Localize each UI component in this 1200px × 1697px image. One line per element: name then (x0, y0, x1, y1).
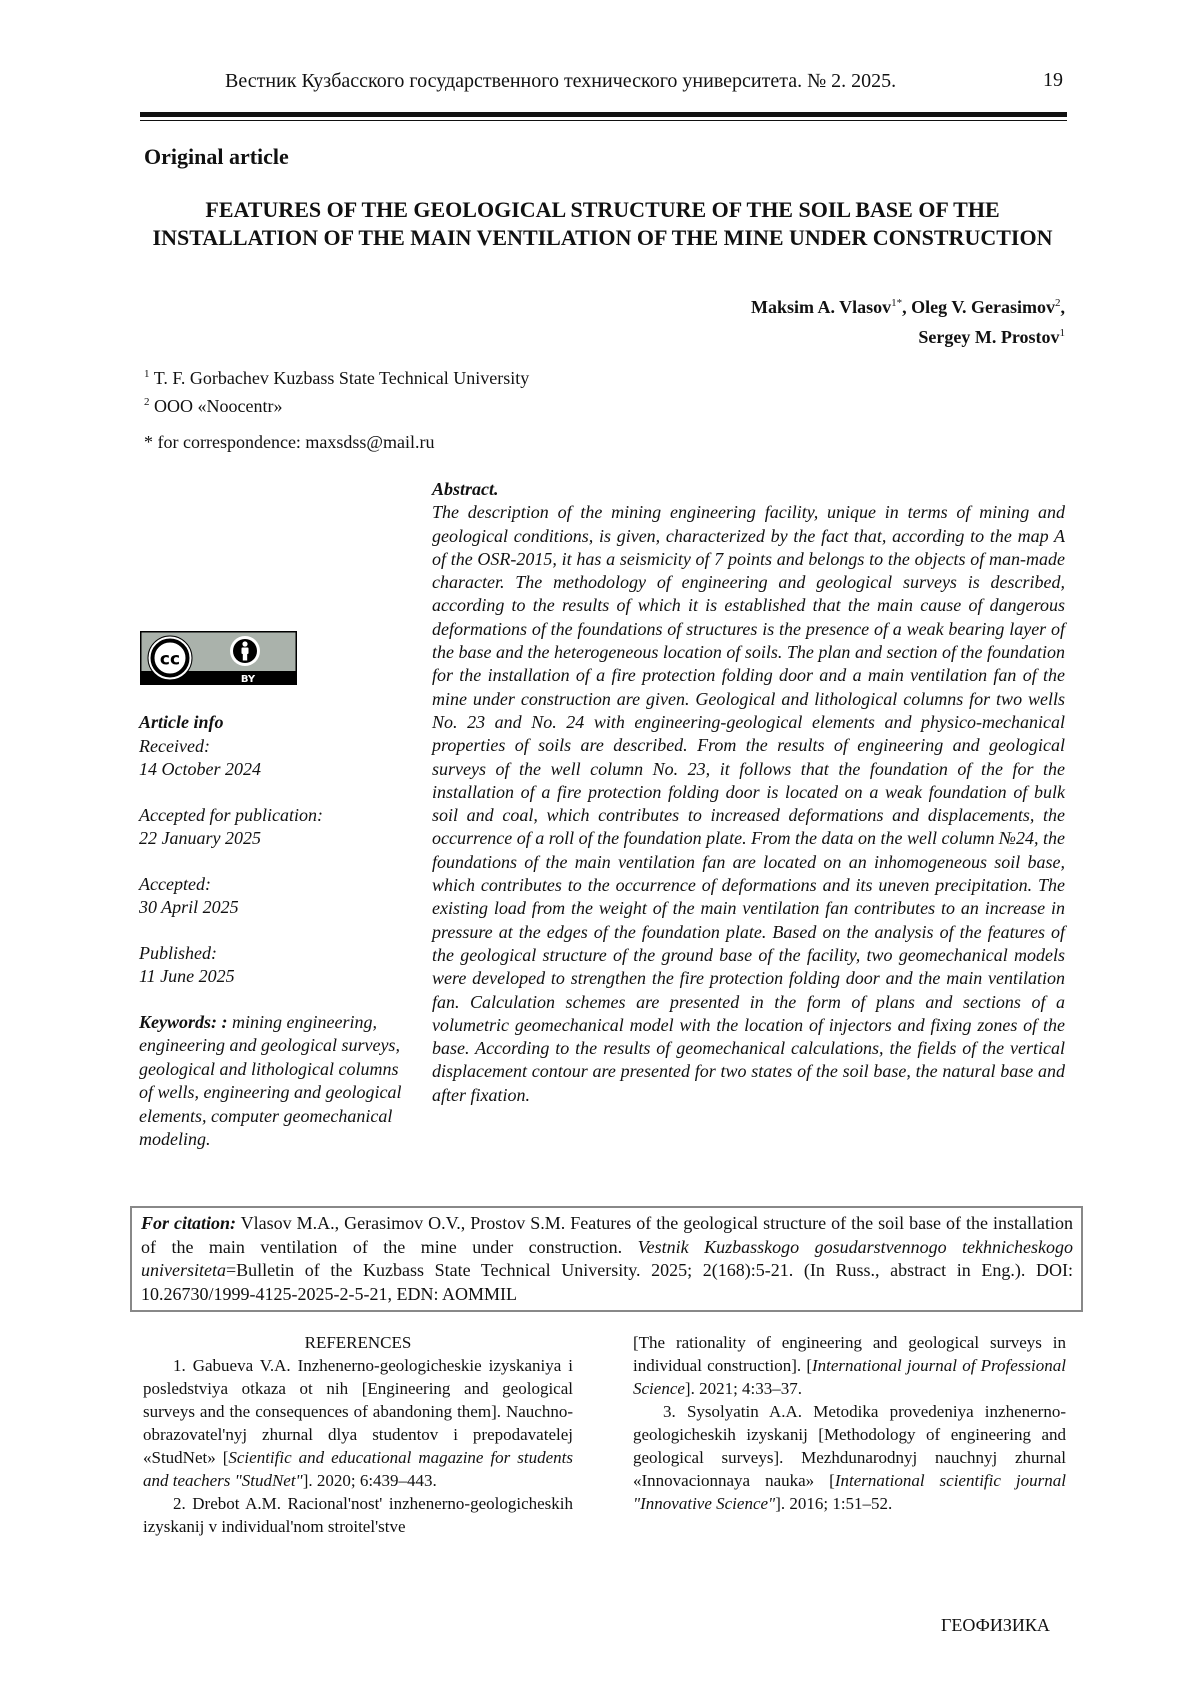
author-list (751, 290, 1065, 350)
reference-italic: International scientific journal "Innovative Science" (633, 1471, 1066, 1513)
received-date: 14 October 2024 (139, 759, 261, 779)
reference-text: ]. 2021; 4:33–37. (684, 1379, 803, 1398)
accepted-publication-label: Accepted for publication: (139, 804, 323, 825)
references-right-column (633, 1331, 1066, 1515)
abstract-text: The description of the mining engineering facility, unique in terms of mining and geological conditions, is given, characterized by the fact that, according to the map A of the OSR-2015, it has a seismicity of 7 points and belongs to the objects of man-made character. The methodology of engineering and geological surveys is described, according to the results of which it is established that the main cause of dangerous deformations of the foundations of structures is the presence of a weak bearing layer of the base and the heterogeneous location of soils. The plan and section of the foundation for the installation of a fire protection folding door and a main ventilation fan of the mine under construction are given. Geological and lithological columns for two wells No. 23 and No. 24 with engineering-geological elements and physico-mechanical properties of soils are described. From the results of engineering and geological surveys of the well column No. 23, it follows that the foundation of the for the installation of a fire protection folding door is located on a weak foundation of bulk soil and coal, which contributes to increased deformations and displacements, the occurrence of a roll of the foundation plate. From the data on the well column №24, the foundations of the main ventilation fan are located on an inhomogeneous soil base, which contributes to the occurrence of deformations and its uneven precipitation. The existing load from the weight of the main ventilation fan contributes to an increase in pressure at the edges of the foundation plate. Based on the analysis of the features of the geological structure of the ground base of the facility, two geomechanical models were developed to strengthen the fire protection folding door and the main ventilation fan. Calculation schemes are presented in the form of plans and sections of a volumetric geomechanical model with the location of injectors and fixing zones of the base. According to the results of geomechanical calculations, the fields of the vertical displacement contour are presented for two states of the soil base, the natural base and after fixation. (432, 502, 1065, 1105)
reference-text: [The rationality of engineering and geological surveys in individual construction]. [ (633, 1333, 1066, 1375)
reference-italic: Scientific and educational magazine for students and teachers "StudNet" (143, 1448, 573, 1490)
article-info (139, 711, 414, 1174)
received-label: Received: (139, 735, 210, 756)
keywords: mining engineering, engineering and geological surveys, geological and lithological columns of wells, engineering and geological elements, computer geomechanical modeling. (139, 1011, 402, 1149)
author-name: Sergey M. Prostov (918, 327, 1060, 347)
references-heading: REFERENCES (304, 1333, 412, 1352)
reference-2-continued (633, 1331, 1066, 1400)
article-title: FEATURES OF THE GEOLOGICAL STRUCTURE OF THE SOIL BASE OF THE INSTALLATION OF THE MAIN VENTILATION OF THE MINE UNDER CONSTRUCTION (152, 197, 1053, 250)
affiliation-text: OOO «Noocentr» (154, 396, 283, 416)
reference-italic: International journal of Professional Science (633, 1356, 1066, 1398)
affiliation-2 (144, 390, 529, 418)
references-left-column (143, 1331, 573, 1538)
article-info-heading: Article info (139, 712, 224, 732)
reference-1 (143, 1354, 573, 1492)
published-label: Published: (139, 942, 217, 963)
reference-text: 3. Sysolyatin A.A. Metodika provedeniya inzhenerno-geologicheskih izyskanij [Methodology of engineering and geological surveys]. Mezhdunarodnyj nauchnyj zhurnal «Innovacionnaya nauka» [ (633, 1402, 1066, 1490)
author-sup: 1 (1059, 327, 1065, 339)
affiliation-1 (144, 362, 529, 390)
reference-text: ]. 2016; 1:51–52. (775, 1494, 893, 1513)
reference-text: ]. 2020; 6:439–443. (302, 1471, 437, 1490)
author-line-1 (751, 290, 1065, 320)
page-number: 19 (1043, 69, 1063, 91)
citation-label: For citation: (141, 1213, 236, 1233)
author-sup: 2 (1055, 297, 1061, 309)
section-footer: ГЕОФИЗИКА (941, 1615, 1050, 1635)
abstract-heading: Abstract. (432, 479, 499, 499)
license-by-text: BY (240, 674, 256, 685)
abstract (432, 478, 1065, 1107)
reference-2 (143, 1492, 573, 1538)
author-name: Maksim A. Vlasov (750, 297, 892, 317)
header-rule-thin (140, 120, 1067, 121)
correspondence: * for correspondence: maxsdss@mail.ru (144, 432, 435, 452)
citation-details: =Bulletin of the Kuzbass State Technical University. 2025; 2(168):5-21. (In Russ., abstract in Eng.). DOI: 10.26730/1999-4125-2025-2-5-21, EDN: AOMMIL (141, 1260, 1073, 1304)
author-separator: , (902, 297, 912, 317)
accepted-date: 30 April 2025 (139, 897, 239, 917)
reference-text: 2. Drebot A.M. Racional'nost' inzhenerno-geologicheskih izyskanij v individual'nom stroitel'stve (143, 1494, 573, 1536)
affiliation-text: T. F. Gorbachev Kuzbass State Technical University (153, 368, 530, 388)
published-date: 11 June 2025 (139, 966, 235, 986)
license-cc-text: cc (159, 649, 181, 670)
header-rule-thick (140, 112, 1067, 117)
reference-text: 1. Gabueva V.A. Inzhenerno-geologicheskie izyskaniya i posledstviya otkaza ot nih [Engineering and geological surveys and the consequences of abandoning them]. Nauchno-obrazovatel'nyj zhurnal dlya studentov i prepodavatelej «StudNet» [ (143, 1356, 573, 1467)
cc-by-license-icon[interactable] (140, 631, 297, 685)
author-separator: , (1060, 297, 1065, 317)
journal-header: Вестник Кузбасского государственного технического университета. № 2. 2025. (225, 70, 897, 92)
author-line-2 (751, 320, 1065, 350)
citation-box (130, 1206, 1083, 1312)
accepted-label: Accepted: (139, 873, 211, 894)
citation-text: Vlasov M.A., Gerasimov O.V., Prostov S.M. Features of the geological structure of the soil base of the installation of the main ventilation of the mine under construction. (141, 1213, 1073, 1257)
reference-3 (633, 1400, 1066, 1515)
affiliations (144, 362, 529, 418)
author-sup: 1* (891, 297, 903, 309)
keywords-label: Keywords: : (139, 1011, 228, 1032)
affiliation-sup: 2 (144, 396, 150, 408)
author-name: Oleg V. Gerasimov (911, 297, 1055, 317)
accepted-publication-date: 22 January 2025 (139, 828, 261, 848)
article-type: Original article (144, 144, 289, 169)
affiliation-sup: 1 (144, 368, 150, 380)
citation-journal: Vestnik Kuzbasskogo gosudarstvennogo tekhnicheskogo universiteta (141, 1236, 1074, 1280)
